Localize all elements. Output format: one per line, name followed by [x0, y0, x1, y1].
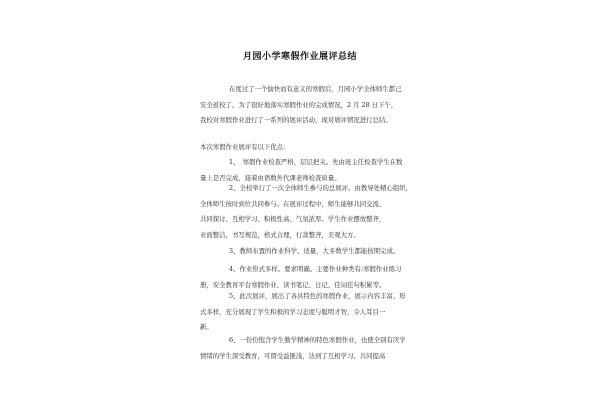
point-line: 业面整洁，书写规范，格式合理，行款整齐，美观大方。 — [200, 230, 360, 239]
point-6 — [200, 333, 408, 364]
point-line: 1、 寒假作业检查严格，层层把关。先由班主任检查学生在数 — [229, 158, 403, 166]
point-line: 情绪的学生深受教育，可谓受益匪浅，达到了互相学习、共同提高 — [200, 351, 386, 360]
point-line: 3、教师布置的作业科学、适量，大多数学生都能按期完成。 — [229, 247, 400, 255]
point-line: 6、一份份饱含学生勤学精神的特色寒假作业，也使全别有厌学 — [229, 336, 406, 344]
point-line: 共同探讨、互相学习、积极性高、气氛浓厚。学生作业摆放整齐， — [200, 215, 386, 224]
point-line: 5、此次展评，展出了各具特色的寒假作业，展示内容丰富、形 — [229, 292, 406, 300]
point-3 — [200, 244, 408, 260]
point-line: 册，安全教育平台寒假作业、读书笔记、日记、佳词佳句积累等。 — [200, 280, 386, 289]
intro-line: 在度过了一个愉快而有意义的寒假后，月园小学全体师生都已 — [229, 85, 402, 93]
section-heading — [200, 140, 408, 156]
intro-line: 我校对寒假作业进行了一系列的展评活动，现对展评情况进行总结。 — [200, 116, 392, 125]
intro-line: 安全返校了。为了很好地落实寒假作业的完成情况，2 月 28 日下午， — [200, 100, 398, 109]
document-title: 月园小学寒假作业展评总结 — [242, 52, 357, 62]
point-line: 2、全校举行了一次全体师生参与的总展评。由教导处精心组织， — [229, 184, 413, 192]
point-line: 4、作业形式多样。要求明确。主要作业种类有:寒假作业练习 — [229, 265, 402, 273]
intro-paragraph — [200, 82, 408, 129]
point-line: 量上是否完成，接着由语数外代课老师检查质量。 — [200, 173, 341, 182]
point-line: 式多样，充分展现了学生积极的学习态度与聪明才智，令人耳目一 — [200, 307, 386, 316]
section-heading-text: 本次寒假作业展评有以下优点： — [200, 143, 290, 151]
point-line: 新。 — [200, 323, 213, 332]
point-5 — [200, 289, 408, 336]
point-2 — [200, 181, 413, 243]
point-line: 全体师生按时到位共同参与。在展评过程中，师生能够共同交流、 — [200, 199, 386, 208]
